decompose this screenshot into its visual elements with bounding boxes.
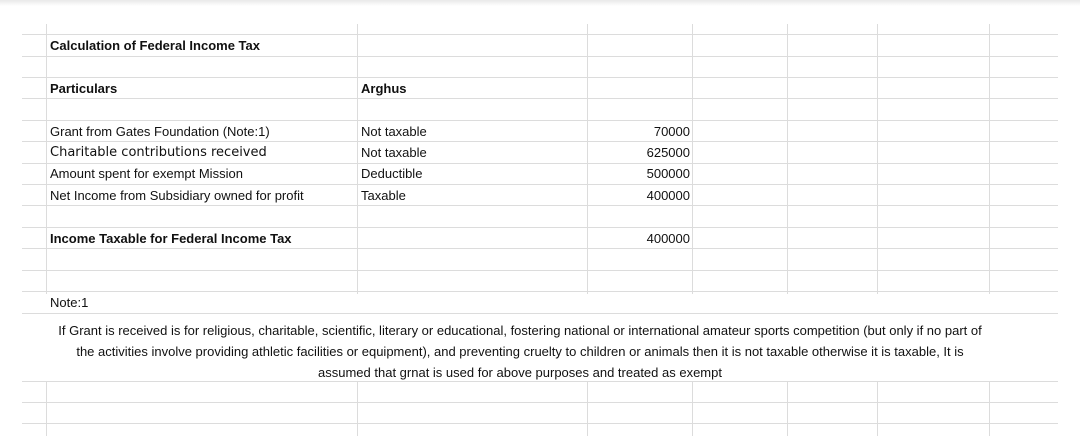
- grid-col-line: [877, 24, 878, 294]
- total-label[interactable]: Income Taxable for Federal Income Tax: [50, 231, 292, 246]
- grid-row-line: [22, 56, 1058, 57]
- grid-row-line: [22, 205, 1058, 206]
- row-amount[interactable]: 400000: [646, 188, 690, 203]
- row-status[interactable]: Taxable: [361, 188, 406, 203]
- row-amount[interactable]: 500000: [646, 166, 690, 181]
- grid-col-line: [877, 381, 878, 436]
- header-particulars[interactable]: Particulars: [50, 81, 118, 96]
- grid-row-line: [22, 313, 1058, 314]
- grid-col-line: [989, 381, 990, 436]
- grid-col-line: [587, 381, 588, 436]
- grid-row-line: [22, 77, 1058, 78]
- grid-row-line: [22, 291, 1058, 292]
- row-amount[interactable]: 70000: [653, 124, 690, 139]
- grid-col-line: [46, 381, 47, 436]
- sheet-title[interactable]: Calculation of Federal Income Tax: [50, 38, 260, 53]
- grid-row-line: [22, 120, 1058, 121]
- row-label[interactable]: Grant from Gates Foundation (Note:1): [50, 124, 270, 139]
- grid-col-line: [989, 24, 990, 294]
- grid-row-line: [22, 270, 1058, 271]
- grid-row-line: [22, 184, 1058, 185]
- grid-row-line: [22, 163, 1058, 164]
- grid-row-line: [22, 402, 1058, 403]
- grid-col-line: [46, 24, 47, 294]
- row-label[interactable]: Amount spent for exempt Mission: [50, 166, 243, 181]
- grid-col-line: [787, 381, 788, 436]
- grid-row-line: [22, 227, 1058, 228]
- grid-col-line: [787, 24, 788, 294]
- total-amount[interactable]: 400000: [646, 231, 690, 246]
- grid-col-line: [357, 381, 358, 436]
- grid-col-line: [692, 381, 693, 436]
- grid-row-line: [22, 248, 1058, 249]
- grid-row-line: [22, 423, 1058, 424]
- row-amount[interactable]: 625000: [646, 145, 690, 160]
- note-text[interactable]: If Grant is received is for religious, charitable, scientific, literary or educational, fostering national or international amateur sports competition (but only if no part of the activities involve providing athletic facilities or equipment), and preventing cruelty to children or animals then it is not taxable otherwise it is taxable, It is assumed that grnat is used for above purposes and treated as exempt: [58, 323, 982, 380]
- row-label[interactable]: Net Income from Subsidiary owned for profit: [50, 188, 304, 203]
- header-entity[interactable]: Arghus: [361, 81, 407, 96]
- grid-col-line: [357, 24, 358, 294]
- grid-row-line: [22, 141, 1058, 142]
- row-label[interactable]: Charitable contributions received: [50, 145, 267, 160]
- grid-col-line: [692, 24, 693, 294]
- row-status[interactable]: Deductible: [361, 166, 423, 181]
- top-shadow: [0, 0, 1080, 6]
- spreadsheet-grid[interactable]: [22, 24, 1058, 436]
- grid-row-line: [22, 98, 1058, 99]
- grid-row-line: [22, 34, 1058, 35]
- row-status[interactable]: Not taxable: [361, 124, 427, 139]
- note-heading[interactable]: Note:1: [50, 295, 89, 310]
- row-status[interactable]: Not taxable: [361, 145, 427, 160]
